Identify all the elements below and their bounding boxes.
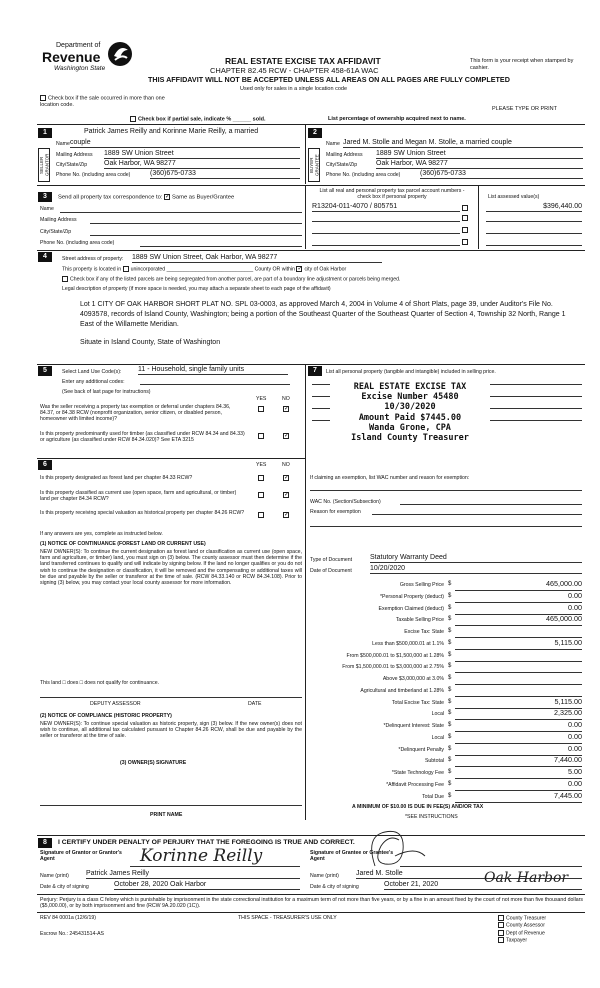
seller-name-label: Name (56, 141, 70, 147)
tax-row-label: Total Due (422, 793, 444, 800)
wac-field[interactable] (400, 504, 582, 505)
receipt-note: This form is your receipt when stamped by cashier. (470, 58, 574, 71)
located-in: This property is located in unincorporated ______________________________ County OR within ✓ city of Oak Harbor (62, 266, 346, 273)
parcel-header: List all real and personal property tax parcel account numbers - check box if personal property (319, 188, 465, 201)
logo-swirl-icon (106, 40, 134, 68)
copy-county-treasurer[interactable]: County Treasurer (498, 915, 546, 922)
section-2-number: 2 (308, 128, 322, 138)
dollar-sign: $ (448, 722, 452, 728)
form-subnote: Used only for sales in a single location code (240, 86, 348, 92)
s5-q1-no[interactable] (283, 406, 289, 412)
send-correspondence: Send all property tax correspondence to: ✓ Same as Buyer/Grantee (58, 194, 234, 201)
form-warning: THIS AFFIDAVIT WILL NOT BE ACCEPTED UNLESS ALL AREAS ON ALL PAGES ARE FULLY COMPLETED (148, 75, 510, 84)
reason-label: Reason for exemption (310, 509, 361, 515)
grantee-date[interactable]: October 21, 2020 (384, 881, 582, 890)
dollar-sign: $ (448, 651, 452, 658)
doc-type[interactable]: Statutory Warranty Deed (370, 554, 582, 563)
seller-city-label: City/State/Zip (56, 162, 88, 168)
unincorporated-checkbox[interactable] (123, 266, 129, 272)
buyer-name-label: Name (326, 141, 340, 147)
tax-row-label: Local (431, 734, 444, 741)
logo-dept: Department of (56, 42, 101, 49)
reason-field-2[interactable] (310, 526, 582, 527)
form-title: REAL ESTATE EXCISE TAX AFFIDAVIT (225, 56, 381, 66)
multi-location-check[interactable]: Check box if the sale occurred in more than one location code. (40, 95, 165, 109)
tax-row-value[interactable]: 5,115.00 (554, 696, 582, 706)
dollar-sign: $ (448, 663, 452, 670)
dollar-sign: $ (448, 733, 452, 740)
buyer-city-label: City/State/Zip (326, 162, 358, 168)
dollar-sign: $ (448, 616, 452, 623)
parcel-row-4[interactable] (312, 245, 460, 246)
list-personal: List all personal property (tangible and intangible) included in selling price. (326, 369, 496, 375)
grantee-signature-scribble (355, 826, 435, 876)
buyer-mailing[interactable]: 1889 SW Union Street (376, 150, 583, 159)
notice2-text: NEW OWNER(S): To continue special valuation as historic property, sign (3) below. If the new owner(s) does not wish to continue, all additional tax calculated pursuant to Chapter 84.26 RCW, shall be due and payable by the seller or transferor at the time of sale. (40, 721, 302, 740)
tax-row-label: Less than $500,000.01 at 1.1% (372, 640, 444, 647)
s6-yes: YES (256, 462, 267, 468)
copy-checkboxes (498, 915, 546, 945)
treasurer-stamp: REAL ESTATE EXCISE TAX Excise Number 45480 10/30/2020 Amount Paid $7445.00 Wanda Grone, CPA Island County Treasurer (330, 382, 490, 443)
if-any-yes: If any answers are yes, complete as instructed below. (40, 531, 163, 537)
deputy-label: DEPUTY ASSESSOR (90, 701, 141, 707)
deputy-line[interactable] (40, 697, 302, 698)
s6-q3: Is this property receiving special valuation as historical property per chapter 84.26 RCW? (40, 510, 245, 516)
grantee-city-signature: Oak Harbor (484, 870, 569, 886)
logo-state: Washington State (54, 65, 106, 72)
s3-city-label: City/State/Zip (40, 229, 72, 235)
s3-name-label: Name (40, 206, 54, 212)
seller-city[interactable]: Oak Harbor, WA 98277 (104, 160, 300, 169)
tax-row-label: Exemption Claimed (deduct) (378, 605, 444, 612)
assessed-row-3[interactable] (486, 233, 582, 234)
rev-number: REV 84 0001a (12/6/19) (40, 915, 96, 921)
tax-row-line (455, 802, 582, 803)
partial-sale: Check box if partial sale, indicate % ______ sold. (130, 116, 266, 123)
continuance: This land □ does □ does not qualify for continuance. (40, 680, 160, 686)
s6-q3-no[interactable] (283, 512, 289, 518)
tax-row-value[interactable]: 5.00 (568, 767, 582, 776)
s6-q2-no[interactable] (283, 492, 289, 498)
dollar-sign: $ (448, 686, 452, 693)
land-use-label: Select Land Use Code(s): (62, 369, 122, 375)
dollar-sign: $ (448, 698, 452, 705)
dollar-sign: $ (448, 604, 452, 611)
seller-phone-label: Phone No. (including area code) (56, 172, 131, 178)
grantor-sig-label: Signature of Grantor or Grantor's Agent (40, 850, 122, 863)
type-or-print: PLEASE TYPE OR PRINT (492, 106, 558, 112)
tax-row-label: *Personal Property (deduct) (379, 593, 444, 600)
s5-q2: Is this property predominantly used for timber (as classified under RCW 84.34 and 84.33) or agriculture (as classified under RCW 84.34.020)? See ETA 3215 (40, 431, 245, 444)
doc-date[interactable]: 10/20/2020 (370, 565, 582, 574)
copy-dept-revenue[interactable]: Dept of Revenue (498, 930, 546, 937)
date-label: DATE (248, 701, 262, 707)
logo-revenue: Revenue (42, 49, 101, 65)
dollar-sign: $ (448, 628, 452, 634)
tax-row-label: Total Excise Tax: State (391, 699, 444, 706)
tax-row-value[interactable]: 0.00 (568, 720, 582, 729)
grantee-date-label: Date & city of signing (310, 884, 359, 890)
pct-ownership: List percentage of ownership acquired next to name. (328, 116, 466, 122)
tax-row-label: Excise Tax: State (404, 629, 444, 635)
s6-q2: Is this property classified as current use (open space, farm and agricultural, or timber) land per chapter 84.34 RCW? (40, 490, 237, 503)
grantee-name[interactable]: Jared M. Stolle (356, 870, 582, 879)
tax-row-value[interactable]: 0.00 (568, 602, 582, 612)
treasurer-use: THIS SPACE - TREASURER'S USE ONLY (238, 915, 337, 921)
segregated: Check box if any of the listed parcels are being segregated from another parcel, are part of a boundary line adjustment or parcels being merged. (62, 276, 400, 283)
s3-phone[interactable] (140, 246, 302, 247)
s3-mailing-label: Mailing Address (40, 217, 77, 223)
s3-city[interactable] (90, 235, 302, 236)
section-8-number: 8 (38, 838, 52, 848)
legal-label: Legal description of property (if more space is needed, you may attach a separate sheet to each page of the affidavit) (62, 286, 331, 292)
seller-mailing[interactable]: 1889 SW Union Street (104, 150, 300, 159)
doc-date-label: Date of Document (310, 568, 352, 574)
tax-row-label: Gross Selling Price (399, 582, 444, 588)
s6-q1-yes[interactable] (258, 475, 264, 481)
grantor-name-label: Name (print) (40, 873, 69, 879)
s6-q3-yes[interactable] (258, 512, 264, 518)
same-as-buyer-checkbox[interactable] (164, 194, 170, 200)
form-chapter: CHAPTER 82.45 RCW - CHAPTER 458-61A WAC (210, 66, 379, 75)
tax-row-line (455, 661, 582, 662)
street-address[interactable]: 1889 SW Union Street, Oak Harbor, WA 98277 (132, 254, 382, 263)
parcel-row-3[interactable] (312, 233, 460, 234)
tax-row-value[interactable]: 7,440.00 (554, 755, 582, 765)
buyer-vertical-label: BUYER GRANTEE (308, 148, 320, 182)
grantor-name[interactable]: Patrick James Reilly (86, 870, 300, 879)
grantor-date-label: Date & city of signing (40, 884, 89, 890)
tax-row-label: *State Technology Fee (391, 770, 444, 776)
dollar-sign: $ (448, 581, 452, 587)
tax-row-line (455, 672, 582, 673)
certify: I CERTIFY UNDER PENALTY OF PERJURY THAT THE FOREGOING IS TRUE AND CORRECT. (58, 839, 355, 846)
tax-row-label: Subtotal (424, 758, 444, 765)
multi-location-checkbox[interactable] (40, 95, 46, 101)
seller-phone[interactable]: (360)675-0733 (150, 170, 300, 179)
dollar-sign: $ (448, 639, 452, 646)
seller-name-line2[interactable]: couple (70, 139, 300, 148)
section-4-number: 4 (38, 252, 52, 262)
doc-type-label: Type of Document (310, 557, 353, 563)
additional-codes[interactable] (140, 384, 290, 385)
dollar-sign: $ (448, 757, 452, 764)
section-6-number: 6 (38, 460, 52, 470)
tax-row-label: *Delinquent Penalty (398, 746, 444, 753)
see-back: (See back of last page for instructions) (62, 389, 151, 395)
grantor-date[interactable]: October 28, 2020 Oak Harbor (114, 881, 300, 890)
tax-row-line (455, 625, 582, 626)
claiming-line[interactable] (310, 490, 582, 491)
tax-row-label: Above $3,000,000 at 3.0% (382, 676, 444, 682)
assessed-value[interactable]: $396,440.00 (486, 203, 582, 212)
tax-row-value[interactable]: 465,000.00 (546, 614, 582, 624)
escrow-number: Escrow No.: 245431514-AS (40, 931, 105, 937)
assessed-row-4[interactable] (486, 245, 582, 246)
tax-row-label: From $500,000.01 to $1,500,000 at 1.28% (346, 652, 444, 659)
tax-row-value[interactable]: 7,445.00 (554, 790, 582, 800)
wac-label: WAC No. (Section/Subsection) (310, 499, 381, 505)
seller-mailing-label: Mailing Address (56, 152, 93, 158)
parcel-checkbox-3[interactable] (462, 227, 468, 233)
buyer-phone[interactable]: (360)675-0733 (420, 170, 583, 179)
dollar-sign: $ (448, 710, 452, 717)
grantee-name-label: Name (print) (310, 873, 339, 879)
parcel-number[interactable]: R13204-011-4070 / 805751 (312, 203, 460, 212)
perjury-text: Perjury: Perjury is a class C felony which is punishable by imprisonment in the state correctional institution for a maximum term of not more than five years, or by a fine in an amount fixed by the court of not more than five thousand dollars ($5,000.00), or by both imprisonment and fine (RCW 9A.20.020 (1C)). (40, 897, 583, 910)
enter-additional: Enter any additional codes: (62, 379, 125, 385)
section-1-number: 1 (38, 128, 52, 138)
s5-q2-no[interactable] (283, 433, 289, 439)
notice1-title: (1) NOTICE OF CONTINUANCE (FOREST LAND OR CURRENT USE) (40, 541, 206, 547)
seller-vertical-label: SELLER GRANTOR (38, 148, 50, 182)
s5-q1: Was the seller receiving a property tax exemption or deferral under chapters 84.36, 84.37, or 84.38 RCW (nonprofit organization, senior citizen, or disabled person, homeowner with limited income)? (40, 404, 231, 423)
section-5-number: 5 (38, 366, 52, 376)
s5-q1-yes[interactable] (258, 406, 264, 412)
dollar-sign: $ (448, 675, 452, 681)
tax-row-label: From $1,500,000.01 to $3,000,000 at 2.75% (342, 664, 444, 671)
copy-county-assessor[interactable]: County Assessor (498, 922, 546, 929)
tax-row-value[interactable]: 0.00 (568, 778, 582, 788)
parcel-checkbox-1[interactable] (462, 205, 468, 211)
parcel-row-2[interactable] (312, 221, 460, 222)
assessed-row-2[interactable] (486, 221, 582, 222)
dollar-sign: $ (448, 792, 452, 799)
print-name-label: PRINT NAME (150, 812, 183, 818)
grantee-sig-label: Signature of Grantee or Grantee's Agent (310, 850, 394, 863)
buyer-name[interactable]: Jared M. Stolle and Megan M. Stolle, a married couple (343, 139, 583, 148)
seller-name-line1: Patrick James Reilly and Korinne Marie Reilly, a married (84, 128, 259, 135)
s6-q2-yes[interactable] (258, 492, 264, 498)
buyer-mailing-label: Mailing Address (326, 152, 363, 158)
s6-q1: Is this property designated as forest land per chapter 84.33 RCW? (40, 475, 193, 481)
notice2-title: (2) NOTICE OF COMPLIANCE (HISTORIC PROPERTY) (40, 713, 172, 719)
section-7-number: 7 (308, 366, 322, 376)
copy-taxpayer[interactable]: Taxpayer (498, 937, 546, 944)
s3-mailing[interactable] (90, 223, 302, 224)
s3-phone-label: Phone No. (including area code) (40, 240, 115, 246)
dollar-sign: $ (448, 745, 452, 752)
tax-row-label: Taxable Selling Price (395, 617, 444, 624)
minimum-due: A MINIMUM OF $10.00 IS DUE IN FEE(S) AND/OR TAX (352, 804, 484, 810)
partial-sale-checkbox[interactable] (130, 116, 136, 122)
assessed-header: List assessed value(s) (488, 194, 540, 200)
buyer-city[interactable]: Oak Harbor, WA 98277 (376, 160, 583, 169)
parcel-checkbox-4[interactable] (462, 239, 468, 245)
tax-row-value[interactable]: 465,000.00 (546, 579, 582, 588)
tax-row-label: Agricultural and timberland at 1.28% (360, 687, 444, 694)
see-instructions: *SEE INSTRUCTIONS (405, 814, 458, 820)
s5-q2-yes[interactable] (258, 433, 264, 439)
s3-name[interactable] (60, 212, 302, 213)
s5-no: NO (282, 396, 290, 402)
tax-row-value[interactable]: 2,325.00 (554, 708, 582, 718)
parcel-checkbox-2[interactable] (462, 215, 468, 221)
tax-row-label: *Affidavit Processing Fee (386, 781, 444, 788)
buyer-phone-label: Phone No. (including area code) (326, 172, 401, 178)
street-label: Street address of property: (62, 256, 124, 262)
s6-q1-no[interactable] (283, 475, 289, 481)
tax-row-label: Local (431, 711, 444, 718)
tax-row-value[interactable]: 0.00 (568, 590, 582, 600)
dor-logo (40, 40, 140, 76)
dollar-sign: $ (448, 769, 452, 775)
dollar-sign: $ (448, 592, 452, 599)
city-of-checkbox[interactable] (296, 266, 302, 272)
tax-row-label: *Delinquent Interest: State (383, 723, 444, 729)
claiming-label: If claiming an exemption, list WAC number and reason for exemption: (310, 475, 470, 481)
section-3-number: 3 (38, 192, 52, 202)
tax-row-value[interactable]: 5,115.00 (554, 637, 582, 647)
tax-row-value[interactable]: 0.00 (568, 743, 582, 753)
owner-sig-line[interactable] (40, 805, 302, 806)
tax-row-line (455, 649, 582, 650)
dollar-sign: $ (448, 780, 452, 787)
land-use-code[interactable]: 11 - Household, single family units (138, 366, 288, 375)
owner-sig-label: (3) OWNER(S) SIGNATURE (120, 760, 187, 766)
s6-no: NO (282, 462, 290, 468)
reason-field[interactable] (372, 514, 582, 515)
grantor-signature: Korinne Reilly (140, 846, 263, 866)
tax-row-value[interactable]: 0.00 (568, 731, 582, 741)
situate: Situate in Island County, State of Washington (80, 339, 221, 346)
s5-yes: YES (256, 396, 267, 402)
legal-description: Lot 1 CITY OF OAK HARBOR SHORT PLAT NO. SPL 03-0003, as approved March 4, 2004 in Volume 4 of Short Plats, page 39, under Auditor's File No. 4093578, records of Island County, Washington; being a portion of the Southeast Quarter of the Southeast Quarter of Section 4, Township 32 North, Range 1 East of the Willamette Meridian. (80, 301, 566, 329)
segregated-checkbox[interactable] (62, 276, 68, 282)
tax-row-line (455, 684, 582, 685)
notice1-text: NEW OWNER(S): To continue the current designation as forest land or classification as current use (open space, farm and agriculture, or timber) land, you must sign on (3) below. The county assessor must then determine if the land transferred continues to qualify and will indicate by signing below. If the land no longer qualifies or you do not wish to continue the designation or classification, it will be removed and the compensating or additional taxes will be due and payable by the seller or transferor at the time of sale. (RCW 84.33.140 or RCW 84.34.108). Prior to signing (3) below, you may contact your local county assessor for more information. (40, 549, 302, 587)
